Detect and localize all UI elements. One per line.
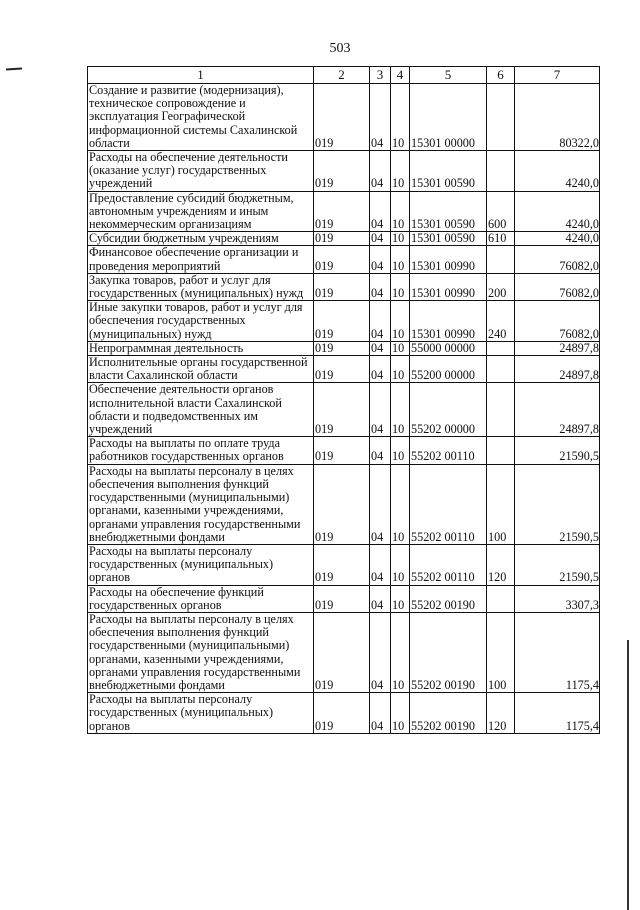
row-name-cell: Обеспечение деятельности органов исполнительной власти Сахалинской области и подведомственных им учреждений: [88, 383, 314, 437]
row-code-cell: 019: [314, 341, 370, 355]
row-subsection-cell: 10: [391, 232, 410, 246]
row-target-article-cell: 15301 00000: [410, 84, 487, 151]
row-subsection-cell: 10: [391, 273, 410, 300]
row-amount-cell: 4240,0: [515, 232, 600, 246]
table-row: [88, 464, 600, 544]
row-name-cell: Расходы на выплаты персоналу государственных (муниципальных) органов: [88, 544, 314, 585]
row-target-article-cell: 55202 00110: [410, 464, 487, 544]
row-name-cell: Иные закупки товаров, работ и услуг для обеспечения государственных (муниципальных) нужд: [88, 301, 314, 342]
row-expense-type-cell: 600: [487, 191, 515, 232]
row-name-cell: Финансовое обеспечение организации и проведения мероприятий: [88, 246, 314, 273]
row-amount-cell: 21590,5: [515, 437, 600, 464]
column-header: 2: [314, 67, 370, 84]
row-subsection-cell: 10: [391, 191, 410, 232]
row-name-cell: Расходы на выплаты по оплате труда работников государственных органов: [88, 437, 314, 464]
table-row: [88, 232, 600, 246]
row-code-cell: 019: [314, 301, 370, 342]
row-amount-cell: 21590,5: [515, 544, 600, 585]
row-target-article-cell: 15301 00590: [410, 151, 487, 192]
row-section-cell: 04: [370, 612, 391, 692]
row-name-cell: Расходы на выплаты персоналу в целях обеспечения выполнения функций государственными (муниципальными) органами, казенными учреждениями, органами управления государственными внебюджетными фондами: [88, 464, 314, 544]
row-section-cell: 04: [370, 544, 391, 585]
row-amount-cell: 4240,0: [515, 191, 600, 232]
row-subsection-cell: 10: [391, 356, 410, 383]
column-header: 6: [487, 67, 515, 84]
row-target-article-cell: 15301 00590: [410, 232, 487, 246]
row-expense-type-cell: [487, 585, 515, 612]
row-section-cell: 04: [370, 84, 391, 151]
row-section-cell: 04: [370, 341, 391, 355]
table-row: [88, 151, 600, 192]
row-amount-cell: 80322,0: [515, 84, 600, 151]
row-section-cell: 04: [370, 464, 391, 544]
table-row: [88, 191, 600, 232]
row-expense-type-cell: 100: [487, 612, 515, 692]
margin-pen-mark: [6, 67, 22, 70]
row-code-cell: 019: [314, 273, 370, 300]
row-amount-cell: 76082,0: [515, 301, 600, 342]
table-row: [88, 273, 600, 300]
row-subsection-cell: 10: [391, 585, 410, 612]
row-expense-type-cell: [487, 246, 515, 273]
row-code-cell: 019: [314, 585, 370, 612]
table-row: [88, 585, 600, 612]
row-target-article-cell: 15301 00990: [410, 273, 487, 300]
row-amount-cell: 24897,8: [515, 383, 600, 437]
row-code-cell: 019: [314, 383, 370, 437]
table-row: [88, 356, 600, 383]
table-row: [88, 437, 600, 464]
row-target-article-cell: 55202 00190: [410, 612, 487, 692]
row-subsection-cell: 10: [391, 84, 410, 151]
row-code-cell: 019: [314, 232, 370, 246]
row-amount-cell: 76082,0: [515, 246, 600, 273]
table-row: [88, 246, 600, 273]
table-row: [88, 544, 600, 585]
column-header: 3: [370, 67, 391, 84]
row-code-cell: 019: [314, 612, 370, 692]
row-code-cell: 019: [314, 151, 370, 192]
row-subsection-cell: 10: [391, 301, 410, 342]
row-expense-type-cell: 120: [487, 693, 515, 734]
column-header: 7: [515, 67, 600, 84]
row-section-cell: 04: [370, 301, 391, 342]
row-name-cell: Расходы на выплаты персоналу в целях обеспечения выполнения функций государственными (муниципальными) органами, казенными учреждениями, органами управления государственными внебюджетными фондами: [88, 612, 314, 692]
column-header: 4: [391, 67, 410, 84]
page-edge-mark: [627, 640, 629, 910]
row-expense-type-cell: 610: [487, 232, 515, 246]
row-expense-type-cell: [487, 84, 515, 151]
row-code-cell: 019: [314, 356, 370, 383]
row-section-cell: 04: [370, 356, 391, 383]
table-row: [88, 301, 600, 342]
table-row: [88, 693, 600, 734]
row-subsection-cell: 10: [391, 383, 410, 437]
row-section-cell: 04: [370, 273, 391, 300]
header-row: [88, 67, 600, 84]
row-target-article-cell: 55200 00000: [410, 356, 487, 383]
row-expense-type-cell: [487, 437, 515, 464]
table-row: [88, 612, 600, 692]
row-expense-type-cell: 240: [487, 301, 515, 342]
row-section-cell: 04: [370, 246, 391, 273]
row-amount-cell: 24897,8: [515, 356, 600, 383]
row-section-cell: 04: [370, 693, 391, 734]
row-expense-type-cell: 200: [487, 273, 515, 300]
table-row: [88, 341, 600, 355]
column-header: 5: [410, 67, 487, 84]
row-code-cell: 019: [314, 464, 370, 544]
row-name-cell: Расходы на обеспечение функций государственных органов: [88, 585, 314, 612]
row-target-article-cell: 55000 00000: [410, 341, 487, 355]
row-section-cell: 04: [370, 232, 391, 246]
row-code-cell: 019: [314, 693, 370, 734]
row-name-cell: Расходы на выплаты персоналу государственных (муниципальных) органов: [88, 693, 314, 734]
row-expense-type-cell: [487, 341, 515, 355]
row-expense-type-cell: [487, 151, 515, 192]
row-target-article-cell: 15301 00990: [410, 246, 487, 273]
row-amount-cell: 1175,4: [515, 612, 600, 692]
row-section-cell: 04: [370, 151, 391, 192]
row-subsection-cell: 10: [391, 693, 410, 734]
row-amount-cell: 1175,4: [515, 693, 600, 734]
row-target-article-cell: 55202 00190: [410, 693, 487, 734]
row-amount-cell: 24897,8: [515, 341, 600, 355]
row-expense-type-cell: [487, 383, 515, 437]
row-target-article-cell: 15301 00990: [410, 301, 487, 342]
row-amount-cell: 76082,0: [515, 273, 600, 300]
row-target-article-cell: 15301 00590: [410, 191, 487, 232]
budget-table: [87, 66, 600, 734]
row-amount-cell: 21590,5: [515, 464, 600, 544]
row-subsection-cell: 10: [391, 151, 410, 192]
row-name-cell: Непрограммная деятельность: [88, 341, 314, 355]
row-target-article-cell: 55202 00190: [410, 585, 487, 612]
row-code-cell: 019: [314, 544, 370, 585]
row-subsection-cell: 10: [391, 246, 410, 273]
row-name-cell: Создание и развитие (модернизация), техническое сопровождение и эксплуатация Географической информационной системы Сахалинской области: [88, 84, 314, 151]
row-subsection-cell: 10: [391, 437, 410, 464]
row-expense-type-cell: 120: [487, 544, 515, 585]
column-header: 1: [88, 67, 314, 84]
row-subsection-cell: 10: [391, 341, 410, 355]
row-target-article-cell: 55202 00110: [410, 544, 487, 585]
row-section-cell: 04: [370, 585, 391, 612]
row-section-cell: 04: [370, 437, 391, 464]
row-name-cell: Исполнительные органы государственной власти Сахалинской области: [88, 356, 314, 383]
row-target-article-cell: 55202 00110: [410, 437, 487, 464]
row-subsection-cell: 10: [391, 612, 410, 692]
row-expense-type-cell: [487, 356, 515, 383]
row-target-article-cell: 55202 00000: [410, 383, 487, 437]
table-row: [88, 84, 600, 151]
row-code-cell: 019: [314, 246, 370, 273]
row-subsection-cell: 10: [391, 464, 410, 544]
row-name-cell: Субсидии бюджетным учреждениям: [88, 232, 314, 246]
row-name-cell: Закупка товаров, работ и услуг для государственных (муниципальных) нужд: [88, 273, 314, 300]
row-amount-cell: 4240,0: [515, 151, 600, 192]
row-code-cell: 019: [314, 84, 370, 151]
row-section-cell: 04: [370, 383, 391, 437]
row-code-cell: 019: [314, 191, 370, 232]
row-code-cell: 019: [314, 437, 370, 464]
row-subsection-cell: 10: [391, 544, 410, 585]
row-name-cell: Предоставление субсидий бюджетным, автономным учреждениям и иным некоммерческим организациям: [88, 191, 314, 232]
table-row: [88, 383, 600, 437]
row-section-cell: 04: [370, 191, 391, 232]
row-name-cell: Расходы на обеспечение деятельности (оказание услуг) государственных учреждений: [88, 151, 314, 192]
row-expense-type-cell: 100: [487, 464, 515, 544]
page-number: 503: [329, 41, 351, 56]
row-amount-cell: 3307,3: [515, 585, 600, 612]
